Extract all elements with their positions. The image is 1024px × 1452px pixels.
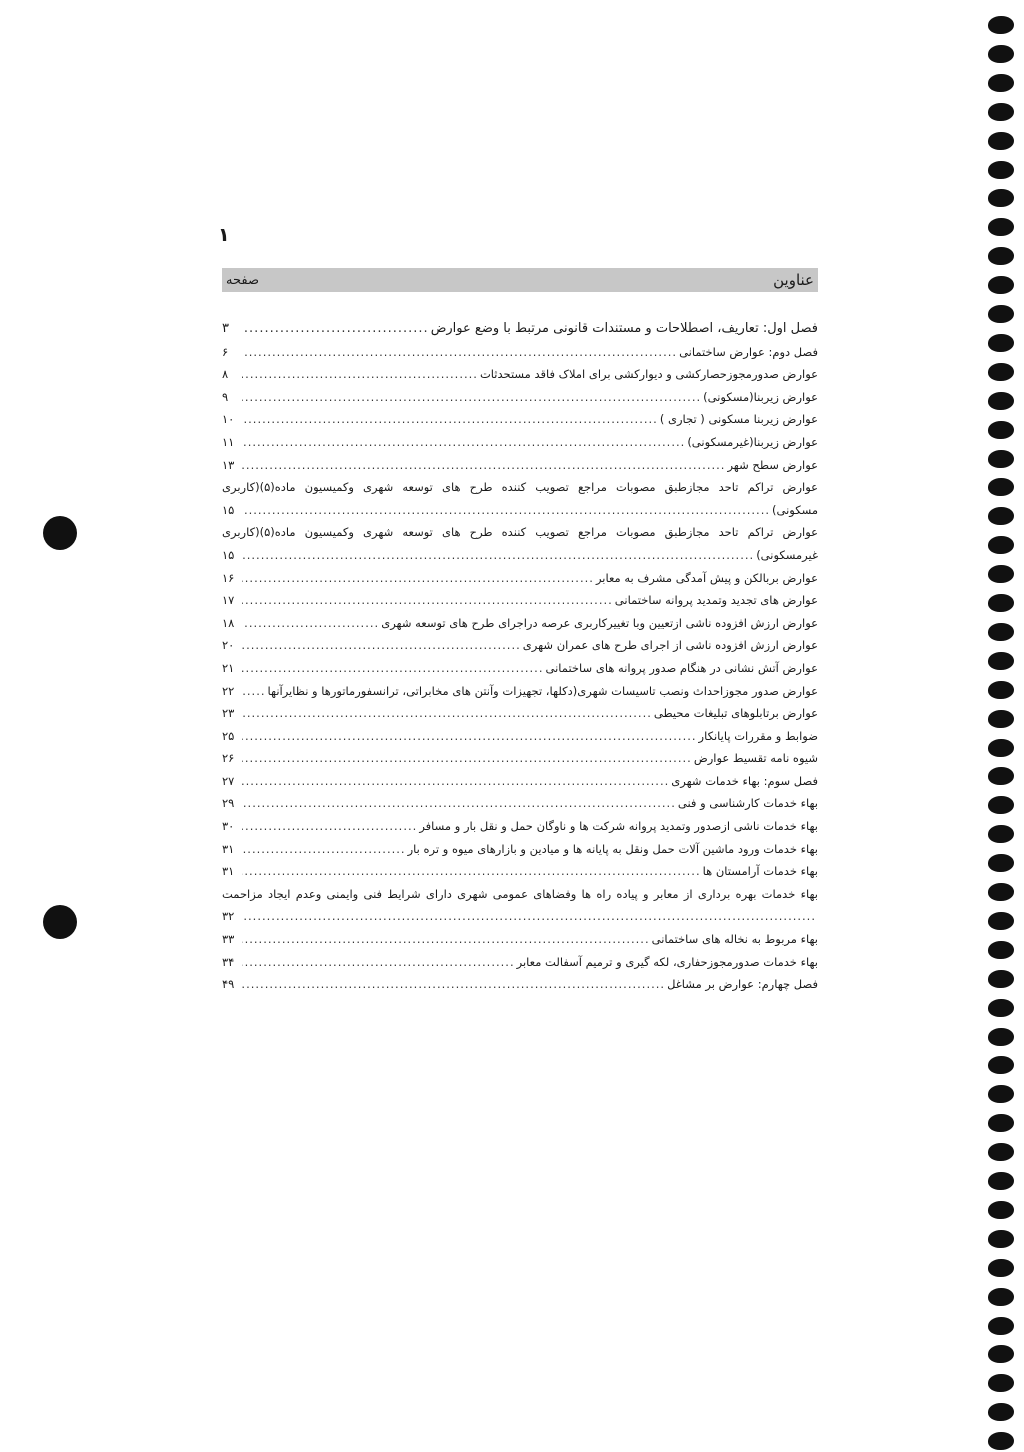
toc-entry[interactable] xyxy=(222,634,818,657)
spiral-hole xyxy=(988,1085,1014,1103)
dot-leader xyxy=(242,544,756,567)
toc-entry-page: ۱۰ xyxy=(222,412,235,427)
spiral-binding xyxy=(984,8,1018,1448)
toc-entry-title: شیوه نامه تقسیط عوارض xyxy=(693,751,818,766)
toc-entry[interactable] xyxy=(222,567,818,590)
spiral-hole xyxy=(988,103,1014,121)
spiral-hole xyxy=(988,652,1014,670)
toc-entry-title: عوارض تراکم تاحد مجازطبق مصوبات مراجع تصویب کننده طرح های توسعه شهری وکمیسیون ماده(۵)(کاربری xyxy=(222,525,818,540)
spiral-hole xyxy=(988,1317,1014,1335)
toc-entry-page: ۱۸ xyxy=(222,615,235,630)
spiral-hole xyxy=(988,1288,1014,1306)
spiral-hole xyxy=(988,681,1014,699)
toc-entry-title: عوارض ارزش افزوده ناشی ازتعیین وبا تغییرکاربری عرصه دراجرای طرح های توسعه شهری xyxy=(381,615,818,630)
toc-entry-title: فصل چهارم: عوارض بر مشاغل xyxy=(667,977,818,992)
toc-entry-title: عوارض زیربنا(غیرمسکونی) xyxy=(687,434,818,449)
toc-entry-title: بهاء خدمات صدورمجوزحفاری، لکه گیری و ترمیم آسفالت معابر xyxy=(516,954,818,969)
toc-entry-page: ۲۲ xyxy=(222,683,235,698)
dot-leader xyxy=(242,363,480,386)
dot-leader xyxy=(242,680,268,703)
toc-entry-title: عوارض بربالکن و پیش آمدگی مشرف به معابر xyxy=(595,570,818,585)
toc-entry-page: ۶ xyxy=(222,344,229,359)
dot-leader xyxy=(242,860,703,883)
toc-entry-page: ۲۶ xyxy=(222,751,235,766)
page-number: ۱ xyxy=(218,224,230,246)
toc-entry[interactable] xyxy=(222,702,818,725)
toc-entry-title-continued: غیرمسکونی) xyxy=(756,547,818,562)
spiral-hole xyxy=(988,507,1014,525)
spiral-hole xyxy=(988,1143,1014,1161)
toc-entry-page: ۱۷ xyxy=(222,593,235,608)
spiral-hole xyxy=(988,247,1014,265)
toc-entry[interactable] xyxy=(222,815,818,838)
spiral-hole xyxy=(988,565,1014,583)
toc-entry-page: ۲۳ xyxy=(222,706,235,721)
spiral-hole xyxy=(988,1403,1014,1421)
spiral-hole xyxy=(988,883,1014,901)
spiral-hole xyxy=(988,1259,1014,1277)
toc-entry-page: ۴۹ xyxy=(222,977,235,992)
toc-entry-title: عوارض های تجدید وتمدید پروانه ساختمانی xyxy=(614,593,818,608)
toc-entry-title: ضوابط و مقررات پایانکار xyxy=(698,728,818,743)
toc-entry-title: بهاء خدمات کارشناسی و فنی xyxy=(677,796,818,811)
spiral-hole xyxy=(988,1114,1014,1132)
dot-leader xyxy=(242,725,699,748)
toc-entry-title: عوارض صدور مجوزاحداث ونصب تاسیسات شهری(دکلها، تجهیزات وآنتن های مخابراتی، ترانسفورماتورها و نظایرآنها xyxy=(267,683,818,698)
toc-entry-page: ۱۵ xyxy=(222,502,235,517)
toc-entry[interactable] xyxy=(222,521,818,566)
dot-leader xyxy=(242,634,523,657)
spiral-hole xyxy=(988,392,1014,410)
spiral-hole xyxy=(988,478,1014,496)
spiral-hole xyxy=(988,999,1014,1017)
toc-entry[interactable] xyxy=(222,973,818,996)
toc-entry[interactable] xyxy=(222,770,818,793)
spiral-hole xyxy=(988,45,1014,63)
dot-leader xyxy=(242,747,694,770)
toc-entry-title: فصل دوم: عوارض ساختمانی xyxy=(679,344,818,359)
toc-entry-page: ۲۷ xyxy=(222,773,235,788)
toc-entry[interactable] xyxy=(222,431,818,454)
toc-entry-page: ۱۶ xyxy=(222,570,235,585)
spiral-hole xyxy=(988,305,1014,323)
spiral-hole xyxy=(988,912,1014,930)
toc-entry[interactable] xyxy=(222,792,818,815)
spiral-hole xyxy=(988,536,1014,554)
dot-leader xyxy=(242,408,660,431)
toc-entry[interactable] xyxy=(222,612,818,635)
toc-entry[interactable] xyxy=(222,928,818,951)
dot-leader xyxy=(242,657,546,680)
toc-entry-title: فصل اول: تعاریف، اصطلاحات و مستندات قانونی مرتبط با وضع عوارض xyxy=(430,321,818,336)
toc-entry[interactable] xyxy=(222,680,818,703)
spiral-hole xyxy=(988,1345,1014,1363)
spiral-hole xyxy=(988,450,1014,468)
spiral-hole xyxy=(988,1432,1014,1450)
toc-entry-page: ۱۱ xyxy=(222,434,235,449)
spiral-hole xyxy=(988,74,1014,92)
toc-entry-title: بهاء خدمات آرامستان ها xyxy=(702,864,818,879)
spiral-hole xyxy=(988,1028,1014,1046)
toc-entry-page: ۱۵ xyxy=(222,547,235,562)
spiral-hole xyxy=(988,739,1014,757)
punch-hole-top xyxy=(43,516,77,550)
toc-entry-page: ۲۹ xyxy=(222,796,235,811)
toc-entry[interactable] xyxy=(222,951,818,974)
toc-header xyxy=(222,268,818,292)
toc-entry-page: ۲۰ xyxy=(222,638,235,653)
toc-entry-page: ۸ xyxy=(222,367,229,382)
dot-leader xyxy=(242,951,517,974)
spiral-hole xyxy=(988,161,1014,179)
spiral-hole xyxy=(988,1056,1014,1074)
dot-leader xyxy=(242,318,431,341)
spiral-hole xyxy=(988,767,1014,785)
toc-entry-page: ۹ xyxy=(222,389,229,404)
toc-entry-page: ۳۴ xyxy=(222,954,235,969)
toc-entry-page: ۳۱ xyxy=(222,864,235,879)
toc-entry-title: عوارض سطح شهر xyxy=(727,457,818,472)
dot-leader xyxy=(242,702,654,725)
dot-leader xyxy=(242,770,671,793)
spiral-hole xyxy=(988,825,1014,843)
dot-leader xyxy=(242,815,419,838)
toc-entry[interactable] xyxy=(222,408,818,431)
toc-entry-title: عوارض برتابلوهای تبلیغات محیطی xyxy=(653,706,818,721)
spiral-hole xyxy=(988,276,1014,294)
toc-entry[interactable] xyxy=(222,341,818,364)
spiral-hole xyxy=(988,189,1014,207)
dot-leader xyxy=(242,612,381,635)
toc-entry[interactable] xyxy=(222,454,818,477)
toc-entry[interactable] xyxy=(222,363,818,386)
spiral-hole xyxy=(988,941,1014,959)
dot-leader xyxy=(242,589,615,612)
spiral-hole xyxy=(988,334,1014,352)
spiral-hole xyxy=(988,421,1014,439)
spiral-hole xyxy=(988,1172,1014,1190)
toc-entry-title: بهاء مربوط به نخاله های ساختمانی xyxy=(651,932,818,947)
toc-entry[interactable] xyxy=(222,883,818,928)
dot-leader xyxy=(242,454,727,477)
toc-entry-page: ۲۱ xyxy=(222,660,235,675)
spiral-hole xyxy=(988,854,1014,872)
spiral-hole xyxy=(988,594,1014,612)
toc-entry-page: ۱۳ xyxy=(222,457,235,472)
spiral-hole xyxy=(988,363,1014,381)
toc-entry-title-continued: مسکونی) xyxy=(772,502,818,517)
toc-entry[interactable] xyxy=(222,838,818,861)
spiral-hole xyxy=(988,710,1014,728)
spiral-hole xyxy=(988,218,1014,236)
toc-entry-page: ۳۳ xyxy=(222,932,235,947)
spiral-hole xyxy=(988,796,1014,814)
spiral-hole xyxy=(988,623,1014,641)
spiral-hole xyxy=(988,16,1014,34)
toc-entry-title: عوارض زیربنا مسکونی ( تجاری ) xyxy=(659,412,818,427)
toc-entry-title: عوارض تراکم تاحد مجازطبق مصوبات مراجع تصویب کننده طرح های توسعه شهری وکمیسیون ماده(۵)(کاربری xyxy=(222,480,818,495)
toc-entry[interactable] xyxy=(222,476,818,521)
punch-hole-bottom xyxy=(43,905,77,939)
dot-leader xyxy=(242,567,596,590)
toc-entry-title: عوارض صدورمجوزحصارکشی و دیوارکشی برای املاک فاقد مستحدثات xyxy=(479,367,818,382)
spiral-hole xyxy=(988,132,1014,150)
dot-leader xyxy=(242,341,679,364)
toc-entry[interactable] xyxy=(222,318,818,341)
toc-entry[interactable] xyxy=(222,386,818,409)
toc-entry[interactable] xyxy=(222,860,818,883)
dot-leader xyxy=(242,431,687,454)
dot-leader xyxy=(242,973,667,996)
toc-header-title: عناوین xyxy=(773,271,814,289)
dot-leader xyxy=(242,386,703,409)
table-of-contents xyxy=(222,318,818,996)
toc-entry[interactable] xyxy=(222,747,818,770)
toc-entry-title: بهاء خدمات ورود ماشین آلات حمل ونقل به پایانه ها و میادین و بازارهای میوه و تره بار xyxy=(407,841,818,856)
toc-entry-title: عوارض ارزش افزوده ناشی از اجرای طرح های عمران شهری xyxy=(522,638,818,653)
toc-entry[interactable] xyxy=(222,657,818,680)
toc-entry-title: عوارض زیربنا(مسکونی) xyxy=(703,389,818,404)
dot-leader xyxy=(242,928,652,951)
toc-entry[interactable] xyxy=(222,725,818,748)
dot-leader xyxy=(242,905,818,928)
spiral-hole xyxy=(988,1201,1014,1219)
toc-entry-title: بهاء خدمات ناشی ازصدور وتمدید پروانه شرکت ها و ناوگان حمل و نقل بار و مسافر xyxy=(419,819,818,834)
toc-entry-page: ۳۱ xyxy=(222,841,235,856)
toc-entry-page: ۲۵ xyxy=(222,728,235,743)
toc-entry-title: بهاء خدمات بهره برداری از معابر و پیاده راه ها وفضاهای عمومی شهری دارای شرایط فنی وایمنی وعدم ایجاد مزاحمت xyxy=(222,886,818,901)
toc-entry-page: ۳۲ xyxy=(222,909,235,924)
toc-entry-page: ۳۰ xyxy=(222,819,235,834)
toc-entry-title: فصل سوم: بهاء خدمات شهری xyxy=(671,773,818,788)
spiral-hole xyxy=(988,1374,1014,1392)
toc-entry-page: ۳ xyxy=(222,321,229,336)
toc-entry[interactable] xyxy=(222,589,818,612)
spiral-hole xyxy=(988,970,1014,988)
dot-leader xyxy=(242,838,408,861)
spiral-hole xyxy=(988,1230,1014,1248)
toc-entry-title: عوارض آتش نشانی در هنگام صدور پروانه های ساختمانی xyxy=(545,660,818,675)
dot-leader xyxy=(242,499,772,522)
toc-header-page-label: صفحه xyxy=(226,272,259,288)
dot-leader xyxy=(242,792,678,815)
